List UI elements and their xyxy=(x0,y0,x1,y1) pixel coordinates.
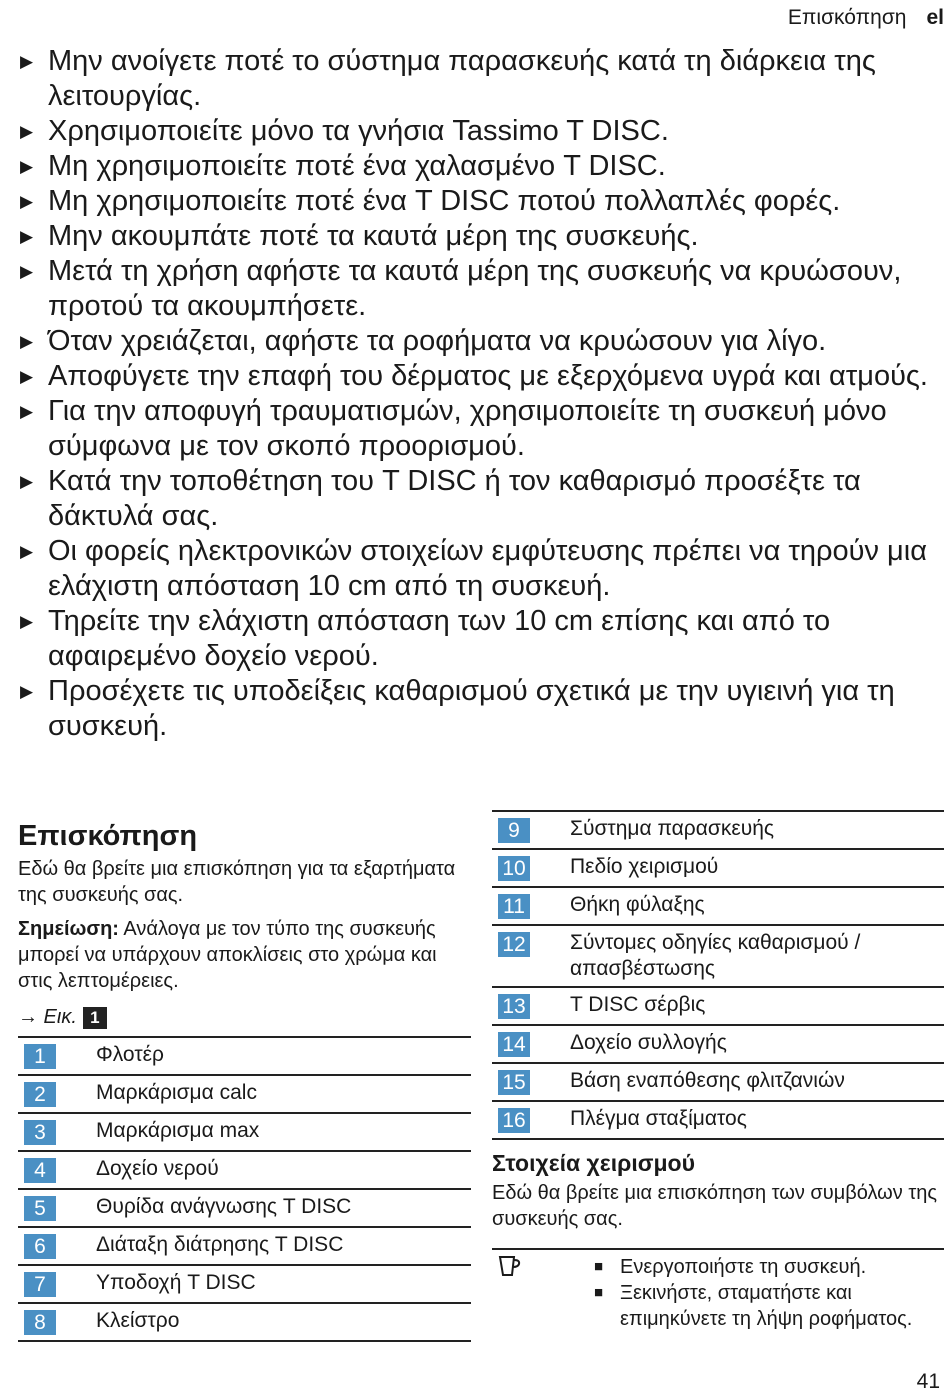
note-label: Σημείωση: xyxy=(18,918,119,940)
list-item: ▶ Οι φορείς ηλεκτρονικών στοιχείων εμφύτευσης πρέπει να τηρούν μια ελάχιστη απόσταση 10 cm από τη συσκευή. xyxy=(20,535,927,602)
table-row xyxy=(18,1038,471,1076)
figure-reference: → Εικ. 1 xyxy=(18,1004,471,1030)
part-number-badge: 5 xyxy=(24,1196,56,1221)
table-row xyxy=(492,1102,944,1140)
table-row xyxy=(18,1076,471,1114)
page-header xyxy=(788,6,944,30)
part-label: Κλείστρο xyxy=(96,1309,180,1332)
table-row xyxy=(18,1266,471,1304)
table-row xyxy=(492,888,944,926)
part-number-badge: 9 xyxy=(498,818,530,843)
part-label: Μαρκάρισμα max xyxy=(96,1119,260,1142)
part-number-badge: 11 xyxy=(498,894,530,919)
controls-list xyxy=(594,1254,944,1332)
controls-table xyxy=(492,1248,944,1332)
table-row xyxy=(18,1190,471,1228)
controls-title: Στοιχεία χειρισμού xyxy=(492,1150,695,1176)
part-number-badge: 16 xyxy=(498,1108,530,1133)
table-row xyxy=(492,812,944,850)
part-label: T DISC σέρβις xyxy=(570,993,706,1016)
list-item: ▶ Προσέχετε τις υποδείξεις καθαρισμού σχετικά με την υγιεινή για τη συσκευή. xyxy=(20,675,895,742)
part-number-badge: 13 xyxy=(498,994,530,1019)
table-row xyxy=(492,926,944,988)
list-item: ▶ Μη χρησιμοποιείτε ποτέ ένα χαλασμένο T DISC. xyxy=(20,150,666,182)
part-number-badge: 7 xyxy=(24,1272,56,1297)
part-label: Θυρίδα ανάγνωσης T DISC xyxy=(96,1195,352,1218)
parts-and-controls-section xyxy=(492,810,944,1332)
part-number-badge: 14 xyxy=(498,1032,530,1057)
list-item: ▶ Χρησιμοποιείτε μόνο τα γνήσια Tassimo T DISC. xyxy=(20,115,669,147)
part-label: Μαρκάρισμα calc xyxy=(96,1081,257,1104)
part-number-badge: 4 xyxy=(24,1158,56,1183)
part-number-badge: 12 xyxy=(498,932,530,957)
table-row xyxy=(18,1152,471,1190)
table-row xyxy=(18,1114,471,1152)
table-row xyxy=(492,1026,944,1064)
list-item: ▶ Αποφύγετε την επαφή του δέρματος με εξερχόμενα υγρά και ατμούς. xyxy=(20,360,928,392)
safety-bullet-list xyxy=(20,44,945,744)
part-label: Δοχείο συλλογής xyxy=(570,1031,727,1054)
list-item: ▶ Μην ακουμπάτε ποτέ τα καυτά μέρη της συσκευής. xyxy=(20,220,699,252)
part-label: Δοχείο νερού xyxy=(96,1157,219,1180)
part-label: Πλέγμα σταξίματος xyxy=(570,1107,747,1130)
square-bullet-icon: ■ xyxy=(594,1258,604,1275)
list-item: ■ Ενεργοποιήστε τη συσκευή. xyxy=(594,1256,867,1278)
bullet-arrow-icon: ▶ xyxy=(20,612,34,631)
section-title: Επισκόπηση xyxy=(18,820,198,852)
overview-section xyxy=(18,818,471,1342)
part-label: Πεδίο χειρισμού xyxy=(570,855,719,878)
language-code: el xyxy=(926,6,944,29)
bullet-arrow-icon: ▶ xyxy=(20,227,34,246)
part-number-badge: 1 xyxy=(24,1044,56,1069)
bullet-arrow-icon: ▶ xyxy=(20,472,34,491)
bullet-arrow-icon: ▶ xyxy=(20,122,34,141)
bullet-arrow-icon: ▶ xyxy=(20,52,34,71)
part-label: Σύστημα παρασκευής xyxy=(570,817,775,840)
part-number-badge: 15 xyxy=(498,1070,530,1095)
part-number-badge: 3 xyxy=(24,1120,56,1145)
list-item: ▶ Μη χρησιμοποιείτε ποτέ ένα T DISC ποτού πολλαπλές φορές. xyxy=(20,185,841,217)
note xyxy=(18,916,471,994)
note-text: Ανάλογα με τον τύπο της συσκευής μπορεί να υπάρχουν αποκλίσεις στο χρώμα και στις λεπτομέρειες. xyxy=(18,918,437,992)
header-title: Επισκόπηση xyxy=(787,6,907,29)
bullet-arrow-icon: ▶ xyxy=(20,682,34,701)
part-number-badge: 8 xyxy=(24,1310,56,1335)
list-item: ■ Ξεκινήστε, σταματήστε και επιμηκύνετε τη λήψη ροφήματος. xyxy=(594,1282,913,1330)
part-label: Βάση εναπόθεσης φλιτζανιών xyxy=(570,1069,845,1092)
bullet-arrow-icon: ▶ xyxy=(20,332,34,351)
bullet-arrow-icon: ▶ xyxy=(20,262,34,281)
list-item: ▶ Μην ανοίγετε ποτέ το σύστημα παρασκευής κατά τη διάρκεια της λειτουργίας. xyxy=(20,45,876,112)
table-row xyxy=(492,988,944,1026)
table-row xyxy=(492,850,944,888)
square-bullet-icon: ■ xyxy=(594,1284,604,1301)
bullet-arrow-icon: ▶ xyxy=(20,157,34,176)
list-item: ▶ Κατά την τοποθέτηση του T DISC ή τον καθαρισμό προσέξτε τα δάκτυλά σας. xyxy=(20,465,861,532)
list-item: ▶ Τηρείτε την ελάχιστη απόσταση των 10 cm επίσης και από το αφαιρεμένο δοχείο νερού. xyxy=(20,605,831,672)
part-label: Υποδοχή T DISC xyxy=(96,1271,256,1294)
part-label: Διάταξη διάτρησης T DISC xyxy=(96,1233,344,1256)
figure-number-badge: 1 xyxy=(83,1007,107,1029)
part-label: Φλοτέρ xyxy=(96,1043,164,1066)
cup-icon xyxy=(492,1254,594,1332)
parts-table-left xyxy=(18,1036,471,1342)
table-row xyxy=(18,1228,471,1266)
part-number-badge: 10 xyxy=(498,856,530,881)
controls-intro: Εδώ θα βρείτε μια επισκόπηση των συμβόλων της συσκευής σας. xyxy=(492,1182,937,1230)
part-label: Θήκη φύλαξης xyxy=(570,893,705,916)
bullet-arrow-icon: ▶ xyxy=(20,402,34,421)
page-number: 41 xyxy=(916,1370,940,1393)
list-item: ▶ Μετά τη χρήση αφήστε τα καυτά μέρη της συσκευής να κρυώσουν, προτού τα ακουμπήσετε. xyxy=(20,255,902,322)
part-label: Σύντομες οδηγίες καθαρισμού / απασβέστωσης xyxy=(570,931,861,980)
table-row xyxy=(18,1304,471,1342)
bullet-arrow-icon: ▶ xyxy=(20,367,34,386)
overview-intro: Εδώ θα βρείτε μια επισκόπηση για τα εξαρτήματα της συσκευής σας. xyxy=(18,858,456,906)
bullet-arrow-icon: ▶ xyxy=(20,542,34,561)
bullet-arrow-icon: ▶ xyxy=(20,192,34,211)
list-item: ▶ Για την αποφυγή τραυματισμών, χρησιμοποιείτε τη συσκευή μόνο σύμφωνα με τον σκοπό προορισμού. xyxy=(20,395,887,462)
part-number-badge: 6 xyxy=(24,1234,56,1259)
part-number-badge: 2 xyxy=(24,1082,56,1107)
list-item: ▶ Όταν χρειάζεται, αφήστε τα ροφήματα να κρυώσουν για λίγο. xyxy=(20,325,827,357)
parts-table-right xyxy=(492,810,944,1140)
table-row xyxy=(492,1064,944,1102)
